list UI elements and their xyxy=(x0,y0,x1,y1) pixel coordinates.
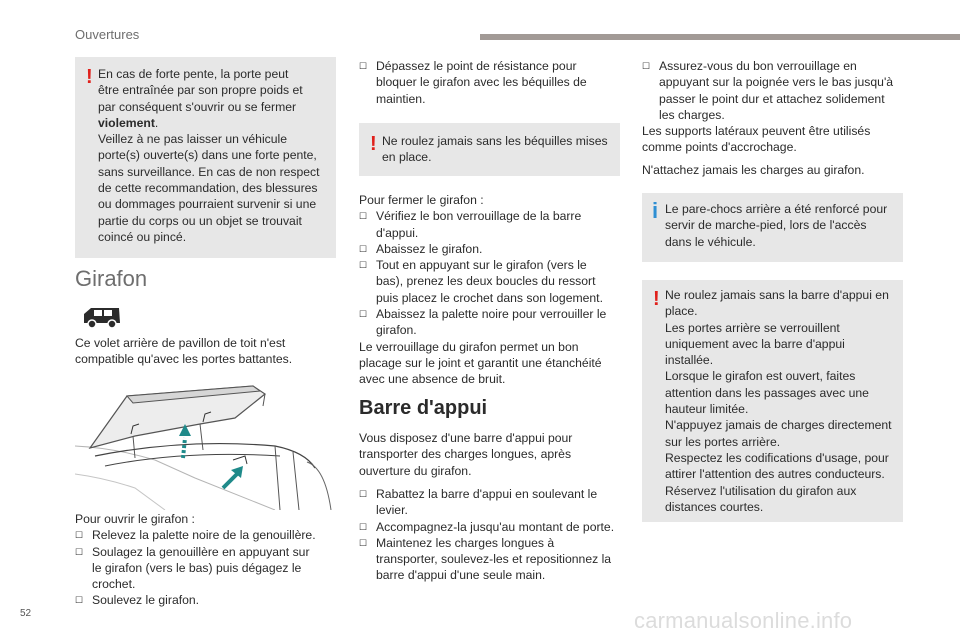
step-line: le girafon (vers le bas) puis dégagez le xyxy=(92,560,302,575)
step-line: maintien. xyxy=(376,91,426,106)
warning-box-slope xyxy=(75,57,336,258)
warning-line: Lorsque le girafon est ouvert, faites xyxy=(665,369,856,384)
lock-text: avec une absence de bruit. xyxy=(359,372,506,387)
no-attach-text: N'attachez jamais les charges au girafon. xyxy=(642,163,865,177)
barre-step xyxy=(359,519,624,535)
step-line: girafon. xyxy=(376,323,417,338)
step-line: ☐ Abaissez le girafon. xyxy=(376,241,483,256)
warning-line: distances courtes. xyxy=(665,499,764,514)
girafon-description: compatible qu'avec les portes battantes. xyxy=(75,352,293,367)
step-line: ☐ Assurez-vous du bon verrouillage en xyxy=(659,59,857,73)
step-line: ☐ Relevez la palette noire de la genouillère. xyxy=(92,528,316,543)
warning-line: Réservez l'utilisation du girafon aux xyxy=(665,483,857,498)
step-line: barre d'appui d'une seule main. xyxy=(376,568,546,583)
warning-line: sur les portes arrière. xyxy=(665,434,781,449)
step-line: ☐ Accompagnez-la jusqu'au montant de porte. xyxy=(376,519,615,534)
step-line: bloquer le girafon avec les béquilles de xyxy=(376,75,587,90)
girafon-heading: Girafon xyxy=(75,266,148,291)
step-line: ☐ Soulagez la genouillère en appuyant sur xyxy=(92,544,310,559)
lock-text: Le verrouillage du girafon permet un bon xyxy=(359,339,579,354)
supports-text: Les supports latéraux peuvent être utilisés xyxy=(642,124,871,139)
step-line: ☐ Dépassez le point de résistance pour xyxy=(376,59,577,73)
warning-line: Les portes arrière se verrouillent xyxy=(665,320,840,335)
info-line: servir de marche-pied, lors de l'accès xyxy=(665,218,867,233)
warning-line: coincé ou pincé. xyxy=(98,229,187,244)
step-line: ☐ Soulevez le girafon. xyxy=(92,593,200,608)
step-line: bas), prenez les deux boucles du ressort xyxy=(376,274,596,289)
step-line: ☐ Maintenez les charges longues à xyxy=(376,535,555,550)
warning-line: Veillez à ne pas laisser un véhicule xyxy=(98,132,288,147)
warning-icon: ! xyxy=(653,288,660,310)
step-bullet xyxy=(359,58,624,107)
step-line: ☐ Abaissez la palette noire pour verrouiller le xyxy=(376,307,607,322)
info-line: dans le véhicule. xyxy=(665,234,756,249)
girafon-description: Ce volet arrière de pavillon de toit n'est xyxy=(75,336,286,350)
step-line: appuyant sur la poignée vers le bas jusqu'à xyxy=(659,75,894,90)
barre-intro: transporter des charges longues, après xyxy=(359,447,572,462)
page-number: 52 xyxy=(20,608,32,619)
close-intro: Pour fermer le girafon : xyxy=(359,193,484,207)
warning-line: installée. xyxy=(665,353,714,368)
open-step xyxy=(75,544,345,593)
open-step xyxy=(75,592,345,608)
warning-line: de cette recommandation, des blessures xyxy=(98,181,318,196)
warning-line: attirer l'attention des autres conducteurs. xyxy=(665,467,885,482)
warning-line: par conséquent s'ouvrir ou se fermer xyxy=(98,99,297,114)
info-box-bumper xyxy=(642,193,903,262)
step-line: ☐ Tout en appuyant sur le girafon (vers le xyxy=(376,258,587,273)
warning-icon: ! xyxy=(370,133,377,155)
info-line: Le pare-chocs arrière a été renforcé pour xyxy=(665,202,888,216)
warning-line: en place. xyxy=(382,150,432,165)
warning-box-props xyxy=(359,123,620,176)
step-line: les charges. xyxy=(659,107,725,122)
step-line: crochet. xyxy=(92,577,136,592)
warning-line: N'appuyez jamais de charges directement xyxy=(665,418,892,433)
warning-line: Ne roulez jamais sans les béquilles mises xyxy=(382,134,608,148)
barre-step xyxy=(359,535,624,584)
warning-emphasis: violement xyxy=(98,115,155,130)
step-line: d'appui. xyxy=(376,225,419,240)
open-intro: Pour ouvrir le girafon : xyxy=(75,512,195,526)
open-step xyxy=(75,527,345,543)
warning-line: En cas de forte pente, la porte peut xyxy=(98,67,289,81)
warning-line: uniquement avec la barre d'appui xyxy=(665,336,845,351)
close-step xyxy=(359,241,624,257)
warning-line: porte(s) ouverte(s) dans une forte pente, xyxy=(98,148,317,163)
warning-icon: ! xyxy=(86,66,93,88)
header-bar xyxy=(480,34,960,40)
watermark: carmanualsonline.info xyxy=(634,608,853,633)
step-line: ☐ Rabattez la barre d'appui en soulevant le xyxy=(376,487,598,501)
step-line: levier. xyxy=(376,503,408,518)
girafon-illustration xyxy=(75,378,340,510)
barre-step xyxy=(359,486,624,519)
warning-line: ou dommages pourraient survenir si une xyxy=(98,197,317,212)
warning-line: violement. xyxy=(98,115,159,130)
close-step xyxy=(359,306,624,339)
close-step xyxy=(359,257,624,306)
barre-heading: Barre d'appui xyxy=(359,397,488,419)
step-line: ☐ Vérifiez le bon verrouillage de la barre xyxy=(376,209,582,224)
info-icon: i xyxy=(652,198,659,223)
lock-text: placage sur le joint et garantit une étanchéité xyxy=(359,355,602,370)
warning-box-barre xyxy=(642,280,903,522)
barre-intro: Vous disposez d'une barre d'appui pour xyxy=(359,431,573,445)
close-step xyxy=(359,208,624,241)
warning-line: attention dans les passages avec une xyxy=(665,385,869,400)
warning-line: place. xyxy=(665,304,698,319)
step-line: transporter, soulevez-les et repositionnez la xyxy=(376,552,612,567)
section-title: Ouvertures xyxy=(75,27,140,42)
step-line: passer le point dur et attachez solidement xyxy=(659,91,885,106)
warning-line: Respectez les codifications d'usage, pour xyxy=(665,450,889,465)
step-line: puis placez le crochet dans son logement. xyxy=(376,290,603,305)
supports-text: comme points d'accrochage. xyxy=(642,140,797,155)
warning-line: sans surveillance. En cas de non respect xyxy=(98,164,320,179)
step-bullet xyxy=(642,58,907,123)
warning-line: être entraînée par son propre poids et xyxy=(98,83,303,98)
warning-line: Ne roulez jamais sans la barre d'appui en xyxy=(665,288,889,302)
warning-line: partie du corps ou un objet se trouvait xyxy=(98,213,302,228)
van-icon xyxy=(82,305,122,331)
warning-line: hauteur limitée. xyxy=(665,402,749,417)
barre-intro: ouverture du girafon. xyxy=(359,463,472,478)
